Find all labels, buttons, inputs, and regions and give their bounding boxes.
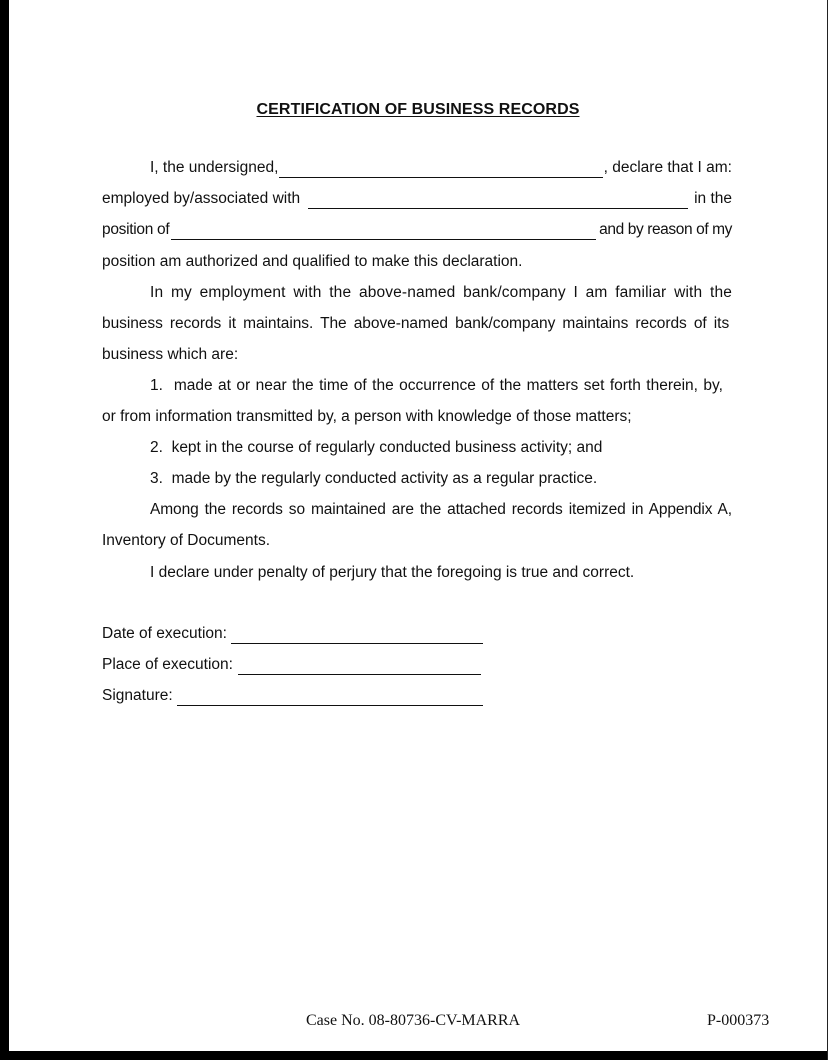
signature-field[interactable]: [177, 689, 483, 706]
employer-label: employed by/associated with: [102, 190, 301, 207]
declaration-line-4: position am authorized and qualified to make this declaration.: [102, 253, 523, 270]
declare-label: , declare that I am:: [603, 159, 732, 176]
list-item-3-text: made by the regularly conducted activity as a regular practice.: [171, 470, 598, 487]
list-item-3-number: 3.: [150, 470, 163, 487]
list-item-2-text: kept in the course of regularly conducted business activity; and: [171, 439, 603, 456]
records-line-2: Inventory of Documents.: [102, 532, 270, 549]
place-of-execution-label: Place of execution:: [102, 656, 233, 673]
employment-line-3: business which are:: [102, 346, 239, 363]
declaration-line-1: [150, 158, 732, 178]
date-of-execution-row: [102, 624, 483, 644]
signature-label: Signature:: [102, 687, 173, 704]
signature-row: [102, 686, 483, 706]
document-title: CERTIFICATION OF BUSINESS RECORDS: [256, 101, 580, 118]
date-of-execution-label: Date of execution:: [102, 625, 227, 642]
place-of-execution-row: [102, 655, 481, 675]
page-id: P-000373: [707, 1012, 770, 1029]
position-field[interactable]: [171, 223, 596, 240]
declaration-line-3: [102, 220, 732, 240]
perjury-statement: I declare under penalty of perjury that the foregoing is true and correct.: [150, 564, 635, 581]
list-item-1-text: made at or near the time of the occurrence of the matters set forth therein, by,: [173, 377, 723, 394]
list-item-2: [150, 438, 732, 458]
employment-line-1: In my employment with the above-named bank/company I am familiar with the: [150, 284, 732, 301]
reason-label: and by reason of my: [599, 221, 732, 238]
scan-edge-left: [0, 0, 9, 1060]
undersigned-label: I, the undersigned,: [150, 159, 279, 176]
list-item-3: [150, 469, 732, 489]
date-of-execution-field[interactable]: [231, 627, 483, 644]
employer-field[interactable]: [308, 192, 688, 209]
case-number: Case No. 08-80736-CV-MARRA: [306, 1012, 521, 1029]
list-item-1: [150, 376, 732, 396]
scan-edge-bottom: [0, 1051, 828, 1060]
employment-line-2: business records it maintains. The above-named bank/company maintains records of its: [102, 315, 730, 332]
list-item-2-number: 2.: [150, 439, 163, 456]
list-item-1-continued: or from information transmitted by, a person with knowledge of those matters;: [102, 408, 632, 425]
list-item-1-number: 1.: [150, 377, 163, 394]
position-label: position of: [102, 221, 170, 238]
place-of-execution-field[interactable]: [238, 658, 481, 675]
name-field[interactable]: [279, 161, 602, 178]
declaration-line-2: [102, 189, 732, 209]
records-line-1: Among the records so maintained are the attached records itemized in Appendix A,: [150, 501, 732, 518]
in-the-label: in the: [694, 190, 732, 207]
